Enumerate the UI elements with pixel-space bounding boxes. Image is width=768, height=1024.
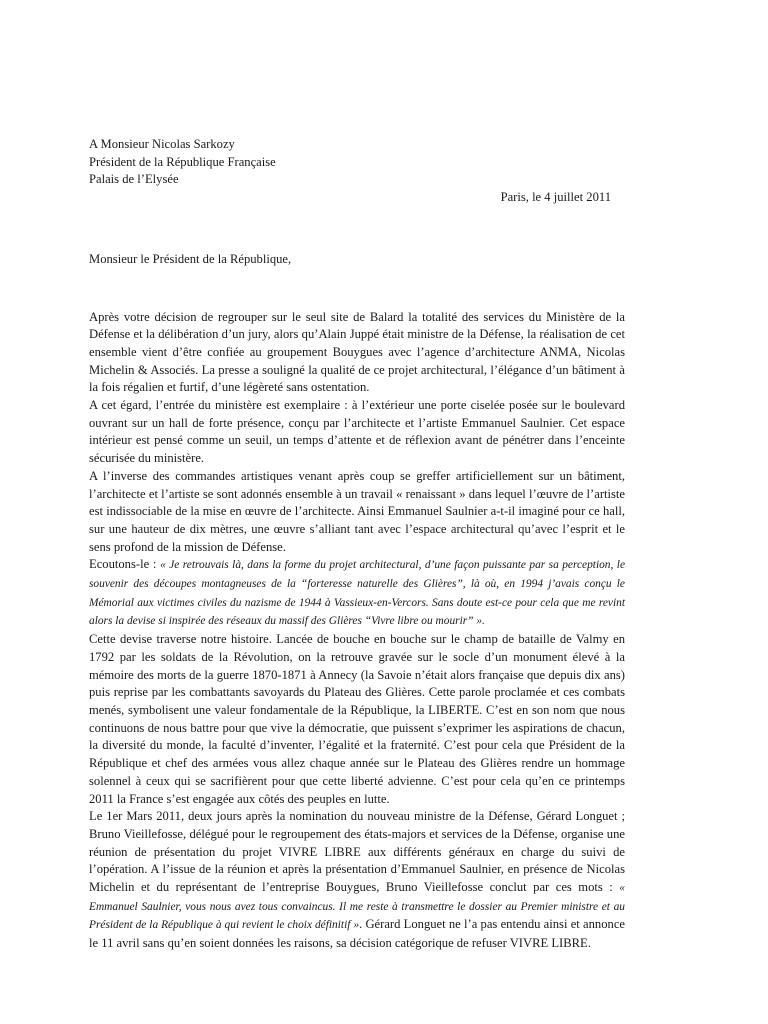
recipient-line: A Monsieur Nicolas Sarkozy (89, 137, 235, 151)
salutation: Monsieur le Président de la République, (89, 251, 292, 266)
paragraph: A l’inverse des commandes artistiques venant après coup se greffer artificiellement sur un bâtiment, l’architecte et l’artiste se sont adonnés ensemble à un travail « renaissant » dans lequel l’œuvre de l’artiste est indissociable de la mise en œuvre de l’architecte. Ainsi Emmanuel Saulnier a-t-il imaginé pour ce hall, sur une hauteur de dix mètres, une œuvre s’alliant tant avec l’espace architectural qu’avec l’esprit et le sens profond de la mission de Défense. (89, 468, 625, 554)
paragraph: A cet égard, l’entrée du ministère est exemplaire : à l’extérieur une porte ciselée posée sur le boulevard ouvrant sur un hall de forte présence, conçu par l’architecte et l’artiste Emmanuel Saulnier. Cet espace intérieur est pensé comme un seuil, un temps d’attente et de réflexion avant de pénétrer dans l’enceinte sécurisée du ministère. (89, 398, 625, 466)
recipient-line: Président de la République Française (89, 154, 276, 169)
paragraph: Après votre décision de regrouper sur le seul site de Balard la totalité des services du Ministère de la Défense et la délibération d’un jury, alors qu’Alain Juppé était ministre de la Défense, la réalisation de cet ensemble vient d’être confiée au groupement Bouygues avec l’agence d’architecture ANMA, Nicolas Michelin & Associés. La presse a souligné la qualité de ce projet architectural, l’élégance d’un bâtiment à la fois régalien et furtif, d’une légèreté sans ostentation. (89, 309, 625, 395)
letter-body (89, 309, 625, 953)
recipient-line: Palais de l’Elysée (89, 172, 179, 187)
letter-date: Paris, le 4 juillet 2011 (500, 190, 611, 205)
paragraph (89, 808, 625, 953)
paragraph-text: Le 1er Mars 2011, deux jours après la nomination du nouveau ministre de la Défense, Gérard Longuet ; Bruno Vieillefosse, délégué pour le regroupement des états-majors et services de la Défense, organise une réunion de présentation du projet VIVRE LIBRE aux différents généraux en charge du suivi de l’opération. A l’issue de la réunion et après la présentation d’Emmanuel Saulnier, en présence de Nicolas Michelin et du représentant de l’entreprise Bouygues, Bruno Vieillefosse conclut par ces mots : (89, 809, 625, 895)
paragraph (89, 556, 625, 631)
paragraph-lead: Ecoutons-le : (89, 557, 161, 572)
letter-page (89, 136, 625, 953)
paragraph-text: . Gérard Longuet ne l’a pas entendu ainsi et annonce le 11 avril sans qu’en soient données les raisons, sa décision catégorique de refuser VIVRE LIBRE. (89, 917, 625, 951)
paragraph: Cette devise traverse notre histoire. Lancée de bouche en bouche sur le champ de bataille de Valmy en 1792 par les soldats de la Révolution, on la retrouve gravée sur le socle d’un monument élevé à la mémoire des morts de la guerre 1870-1871 à Annecy (la Savoie n’était alors française que depuis dix ans) puis reprise par les combattants savoyards du Plateau des Glières. Cette parole proclamée et ces combats menés, symbolisent une valeur fondamentale de la République, la LIBERTE. C’est en son nom que nous continuons de nous battre pour que vive la démocratie, que puissent s’exprimer les aspirations de chacun, la diversité du monde, la faculté d’inventer, l’égalité et la fraternité. C’est pour cela que Président de la République et chef des armées vous allez chaque année sur le Plateau des Glières rendre un hommage solennel à ceux qui se sacrifièrent pour que cette liberté advienne. C’est pour cela qu’en ce printemps 2011 la France s’est engagée aux côtés des peuples en lutte. (89, 632, 625, 806)
vieillefosse-quote: « Emmanuel Saulnier, vous nous avez tous convaincus. Il me reste à transmettre le dossier au Premier ministre et au Président de la République à qui revient le choix définitif » (89, 882, 625, 932)
recipient-address (89, 136, 625, 189)
saulnier-quote: « Je retrouvais là, dans la forme du projet architectural, d’une façon puissante par sa perception, le souvenir des découpes montagneuses de la “forteresse naturelle des Glières”, là où, en 1994 j’avais conçu le Mémorial aux victimes civiles du nazisme de 1944 à Vassieux-en-Vercors. Sans doute est-ce pour cela que me revint alors la devise si inspirée des réseaux du massif des Glières “Vivre libre ou mourir” ». (89, 559, 625, 628)
